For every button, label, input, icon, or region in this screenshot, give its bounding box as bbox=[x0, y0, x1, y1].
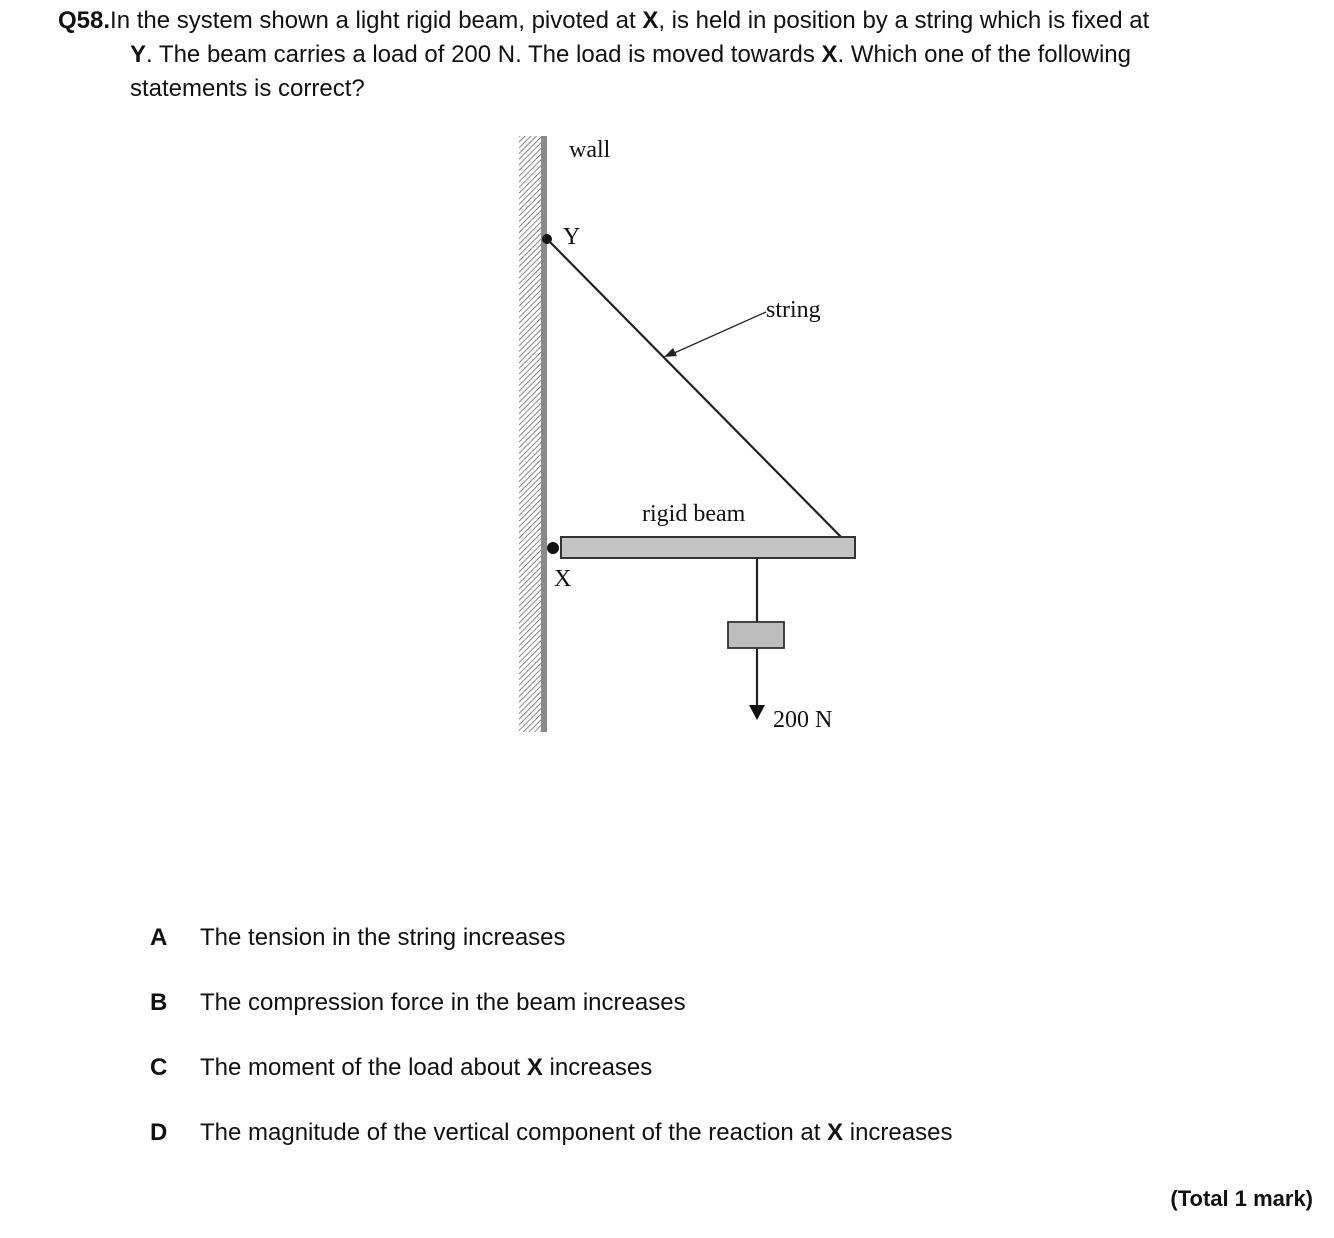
question-text-part: In the system shown a light rigid beam, pivoted at bbox=[110, 7, 643, 34]
pivot-x-dot bbox=[547, 542, 559, 554]
string-line bbox=[548, 240, 844, 540]
question-text-part: . Which one of the following bbox=[837, 41, 1131, 68]
question-text-part: statements is correct? bbox=[130, 75, 365, 102]
option-letter: D bbox=[150, 1119, 168, 1146]
rigid-beam bbox=[561, 537, 855, 558]
beam-label: rigid beam bbox=[642, 501, 746, 527]
question-line-3 bbox=[58, 72, 1258, 106]
option-text-part: The magnitude of the vertical component of the reaction at bbox=[200, 1119, 828, 1146]
question-number: Q58. bbox=[58, 7, 111, 34]
question-text-part: , is held in position by a string which is fixed at bbox=[658, 7, 1150, 34]
pivot-x-reference: X bbox=[827, 1119, 844, 1146]
load-arrowhead bbox=[749, 705, 765, 720]
option-letter: C bbox=[150, 1054, 168, 1081]
option-text: The tension in the string increases bbox=[200, 924, 566, 951]
answer-options bbox=[150, 918, 1250, 1178]
question-text-part: . The beam carries a load of 200 N. The load is moved towards bbox=[146, 41, 822, 68]
option-text-part: increases bbox=[542, 1054, 653, 1081]
wall-face bbox=[541, 136, 547, 732]
wall-label: wall bbox=[569, 137, 611, 163]
total-marks: (Total 1 mark) bbox=[1170, 1186, 1313, 1211]
option-letter: B bbox=[150, 989, 168, 1016]
option-a[interactable] bbox=[150, 918, 1250, 983]
string-pointer-line bbox=[672, 312, 766, 354]
string-pointer-arrowhead bbox=[664, 348, 677, 357]
option-d[interactable] bbox=[150, 1113, 1250, 1178]
option-b[interactable] bbox=[150, 983, 1250, 1048]
pivot-x-reference: X bbox=[526, 1054, 543, 1081]
question-line-1 bbox=[58, 4, 1258, 38]
question-line-2 bbox=[58, 38, 1258, 72]
option-text bbox=[200, 1113, 952, 1153]
option-text-part: increases bbox=[843, 1119, 953, 1146]
option-text-part: The moment of the load about bbox=[200, 1054, 527, 1081]
load-block bbox=[728, 622, 784, 648]
option-c[interactable] bbox=[150, 1048, 1250, 1113]
beam-diagram-svg bbox=[510, 128, 870, 738]
string-label: string bbox=[766, 297, 821, 323]
beam-diagram bbox=[510, 128, 870, 738]
option-text: The compression force in the beam increases bbox=[200, 989, 686, 1016]
load-label: 200 N bbox=[773, 707, 833, 733]
y-label: Y bbox=[563, 224, 581, 250]
point-y-reference: Y bbox=[130, 41, 147, 68]
pivot-x-reference: X bbox=[821, 41, 838, 68]
question-text bbox=[58, 4, 1258, 106]
pivot-x-reference: X bbox=[642, 7, 659, 34]
option-letter: A bbox=[150, 924, 168, 951]
x-label: X bbox=[554, 566, 572, 592]
option-text bbox=[200, 1048, 652, 1088]
